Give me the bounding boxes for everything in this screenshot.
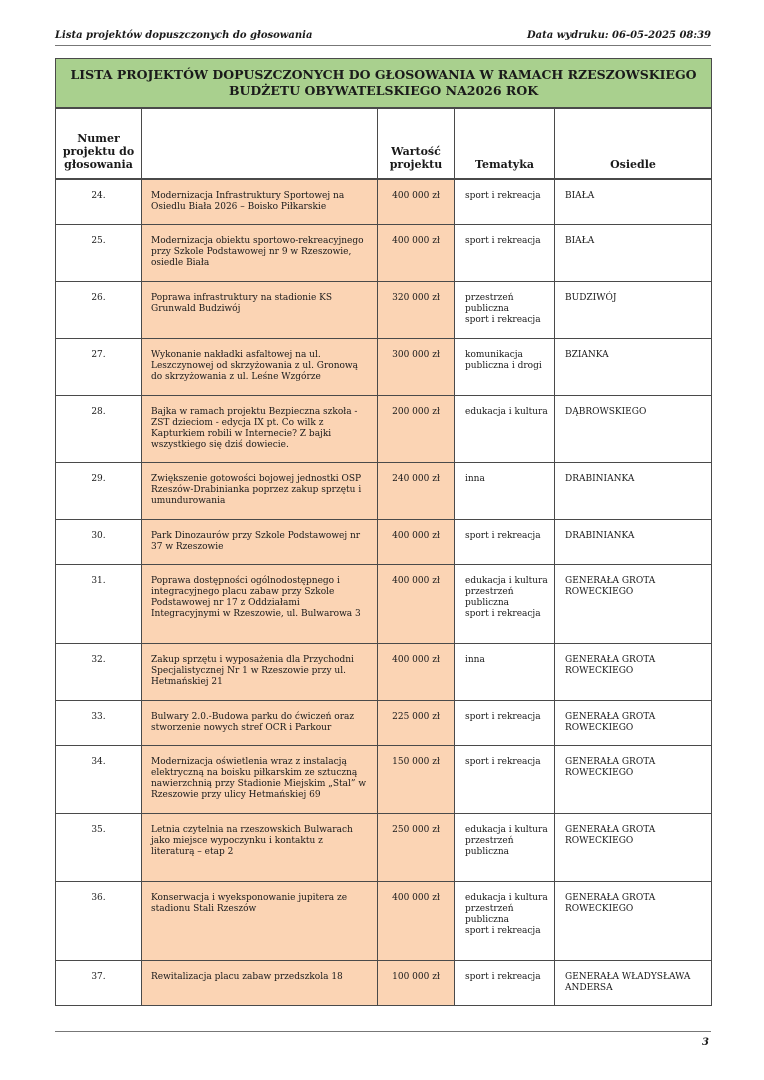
project-value: 320 000 zł bbox=[378, 281, 455, 338]
topic-line: sport i rekreacja bbox=[465, 314, 541, 325]
table-row bbox=[56, 643, 712, 700]
table-row bbox=[56, 700, 712, 745]
project-estate: BZIANKA bbox=[555, 338, 712, 395]
project-number: 28. bbox=[56, 395, 142, 462]
project-number: 37. bbox=[56, 960, 142, 1005]
project-estate: DĄBROWSKIEGO bbox=[555, 395, 712, 462]
project-estate: GENERAŁA GROTA ROWECKIEGO bbox=[555, 700, 712, 745]
project-value: 400 000 zł bbox=[378, 519, 455, 564]
table-row bbox=[56, 281, 712, 338]
project-name: Rewitalizacja placu zabaw przedszkola 18 bbox=[142, 960, 378, 1005]
table-row bbox=[56, 224, 712, 281]
project-name: Wykonanie nakładki asfaltowej na ul. Leszczynowej od skrzyżowania z ul. Gronową do skrzyżowania z ul. Leśne Wzgórze bbox=[142, 338, 378, 395]
project-value: 240 000 zł bbox=[378, 462, 455, 519]
project-estate: GENERAŁA GROTA ROWECKIEGO bbox=[555, 881, 712, 960]
project-topic bbox=[455, 395, 555, 462]
project-topic bbox=[455, 462, 555, 519]
table-row bbox=[56, 960, 712, 1005]
project-number: 26. bbox=[56, 281, 142, 338]
project-name: Modernizacja obiektu sportowo-rekreacyjnego przy Szkole Podstawowej nr 9 w Rzeszowie, osiedle Biała bbox=[142, 224, 378, 281]
project-number: 34. bbox=[56, 745, 142, 813]
topic-line: sport i rekreacja bbox=[465, 191, 541, 201]
project-name: Modernizacja Infrastruktury Sportowej na Osiedlu Biała 2026 – Boisko Piłkarskie bbox=[142, 179, 378, 224]
topic-line: edukacja i kultura bbox=[465, 824, 548, 835]
project-estate: GENERAŁA WŁADYSŁAWA ANDERSA bbox=[555, 960, 712, 1005]
project-topic bbox=[455, 813, 555, 881]
topic-line: sport i rekreacja bbox=[465, 530, 541, 541]
column-header-topic: Tematyka bbox=[455, 108, 555, 179]
project-topic bbox=[455, 643, 555, 700]
topic-line: inna bbox=[465, 473, 485, 484]
table-body bbox=[56, 179, 712, 1005]
project-number: 29. bbox=[56, 462, 142, 519]
topic-line: sport i rekreacja bbox=[465, 711, 541, 722]
project-name: Zakup sprzętu i wyposażenia dla Przychodni Specjalistycznej Nr 1 w Rzeszowie przy ul. Hetmańskiej 21 bbox=[142, 643, 378, 700]
project-value: 300 000 zł bbox=[378, 338, 455, 395]
topic-line: inna bbox=[465, 654, 485, 665]
project-topic bbox=[455, 179, 555, 224]
project-value: 400 000 zł bbox=[378, 179, 455, 224]
project-topic bbox=[455, 281, 555, 338]
project-value: 400 000 zł bbox=[378, 564, 455, 643]
topic-line: edukacja i kultura bbox=[465, 406, 548, 417]
page-header bbox=[55, 30, 711, 41]
table-row bbox=[56, 519, 712, 564]
project-value: 400 000 zł bbox=[378, 643, 455, 700]
table-row bbox=[56, 338, 712, 395]
document-title: Lista projektów dopuszczonych do głosowania bbox=[55, 30, 313, 41]
project-name: Poprawa dostępności ogólnodostępnego i integracyjnego placu zabaw przy Szkole Podstawowej nr 17 z Oddziałami Integracyjnymi w Rzeszowie, ul. Bulwarowa 3 bbox=[142, 564, 378, 643]
project-number: 36. bbox=[56, 881, 142, 960]
project-value: 250 000 zł bbox=[378, 813, 455, 881]
topic-line: sport i rekreacja bbox=[465, 756, 541, 767]
print-date: Data wydruku: 06-05-2025 08:39 bbox=[526, 30, 711, 41]
table-row bbox=[56, 462, 712, 519]
project-estate: GENERAŁA GROTA ROWECKIEGO bbox=[555, 643, 712, 700]
table-row bbox=[56, 395, 712, 462]
topic-line: przestrzeń publiczna bbox=[465, 586, 514, 608]
project-estate: DRABINIANKA bbox=[555, 519, 712, 564]
topic-line: edukacja i kultura bbox=[465, 575, 548, 586]
project-estate: GENERAŁA GROTA ROWECKIEGO bbox=[555, 745, 712, 813]
topic-line: sport i rekreacja bbox=[465, 925, 541, 936]
project-estate: BIAŁA bbox=[555, 224, 712, 281]
project-number: 35. bbox=[56, 813, 142, 881]
projects-table-container bbox=[55, 58, 711, 1006]
project-name: Zwiększenie gotowości bojowej jednostki OSP Rzeszów-Drabinianka poprzez zakup sprzętu i umundurowania bbox=[142, 462, 378, 519]
project-name: Letnia czytelnia na rzeszowskich Bulwarach jako miejsce wypoczynku i kontaktu z literaturą – etap 2 bbox=[142, 813, 378, 881]
project-name: Modernizacja oświetlenia wraz z instalacją elektryczną na boisku piłkarskim ze sztuczną nawierzchnią przy Stadionie Miejskim „Stal” w Rzeszowie przy ulicy Hetmańskiej 69 bbox=[142, 745, 378, 813]
project-estate: GENERAŁA GROTA ROWECKIEGO bbox=[555, 564, 712, 643]
project-topic bbox=[455, 224, 555, 281]
project-topic bbox=[455, 564, 555, 643]
column-header-value: Wartość projektu bbox=[378, 108, 455, 179]
column-header-estate: Osiedle bbox=[555, 108, 712, 179]
topic-line: sport i rekreacja bbox=[465, 971, 541, 982]
project-value: 400 000 zł bbox=[378, 224, 455, 281]
project-value: 225 000 zł bbox=[378, 700, 455, 745]
table-row bbox=[56, 813, 712, 881]
project-topic bbox=[455, 338, 555, 395]
project-topic bbox=[455, 519, 555, 564]
projects-table bbox=[55, 58, 712, 1006]
project-topic bbox=[455, 881, 555, 960]
project-number: 25. bbox=[56, 224, 142, 281]
column-header-name bbox=[142, 108, 378, 179]
topic-line: edukacja i kultura bbox=[465, 892, 548, 903]
page-number: 3 bbox=[702, 1037, 709, 1048]
project-name: Park Dinozaurów przy Szkole Podstawowej nr 37 w Rzeszowie bbox=[142, 519, 378, 564]
project-name: Konserwacja i wyeksponowanie jupitera ze stadionu Stali Rzeszów bbox=[142, 881, 378, 960]
project-estate: GENERAŁA GROTA ROWECKIEGO bbox=[555, 813, 712, 881]
topic-line: przestrzeń publiczna bbox=[465, 903, 514, 925]
project-name: Bajka w ramach projektu Bezpieczna szkoła - ZST dzieciom - edycja IX pt. Co wilk z Kapturkiem robili w Internecie? Z bajki wszystkiego się dziś dowiecie. bbox=[142, 395, 378, 462]
topic-line: komunikacja publiczna i drogi bbox=[465, 349, 542, 371]
project-number: 32. bbox=[56, 643, 142, 700]
table-row bbox=[56, 564, 712, 643]
project-estate: BIAŁA bbox=[555, 179, 712, 224]
topic-line: przestrzeń publiczna bbox=[465, 292, 514, 314]
project-number: 33. bbox=[56, 700, 142, 745]
column-header-number: Numer projektu do głosowania bbox=[56, 108, 142, 179]
project-topic bbox=[455, 745, 555, 813]
project-value: 400 000 zł bbox=[378, 881, 455, 960]
table-row bbox=[56, 745, 712, 813]
table-row bbox=[56, 881, 712, 960]
project-number: 30. bbox=[56, 519, 142, 564]
project-name: Poprawa infrastruktury na stadionie KS Grunwald Budziwój bbox=[142, 281, 378, 338]
table-title: LISTA PROJEKTÓW DOPUSZCZONYCH DO GŁOSOWANIA W RAMACH RZESZOWSKIEGO BUDŻETU OBYWATELSKIEGO NA2026 ROK bbox=[56, 59, 712, 109]
project-topic bbox=[455, 700, 555, 745]
table-row bbox=[56, 179, 712, 224]
footer-divider bbox=[55, 1031, 711, 1032]
topic-line: sport i rekreacja bbox=[465, 608, 541, 619]
project-number: 31. bbox=[56, 564, 142, 643]
header-divider bbox=[55, 45, 711, 46]
project-value: 200 000 zł bbox=[378, 395, 455, 462]
project-value: 100 000 zł bbox=[378, 960, 455, 1005]
project-estate: DRABINIANKA bbox=[555, 462, 712, 519]
project-name: Bulwary 2.0.-Budowa parku do ćwiczeń oraz stworzenie nowych stref OCR i Parkour bbox=[142, 700, 378, 745]
topic-line: przestrzeń publiczna bbox=[465, 835, 514, 857]
project-number: 24. bbox=[56, 179, 142, 224]
topic-line: sport i rekreacja bbox=[465, 235, 541, 246]
project-number: 27. bbox=[56, 338, 142, 395]
project-value: 150 000 zł bbox=[378, 745, 455, 813]
project-topic bbox=[455, 960, 555, 1005]
project-estate: BUDZIWÓJ bbox=[555, 281, 712, 338]
